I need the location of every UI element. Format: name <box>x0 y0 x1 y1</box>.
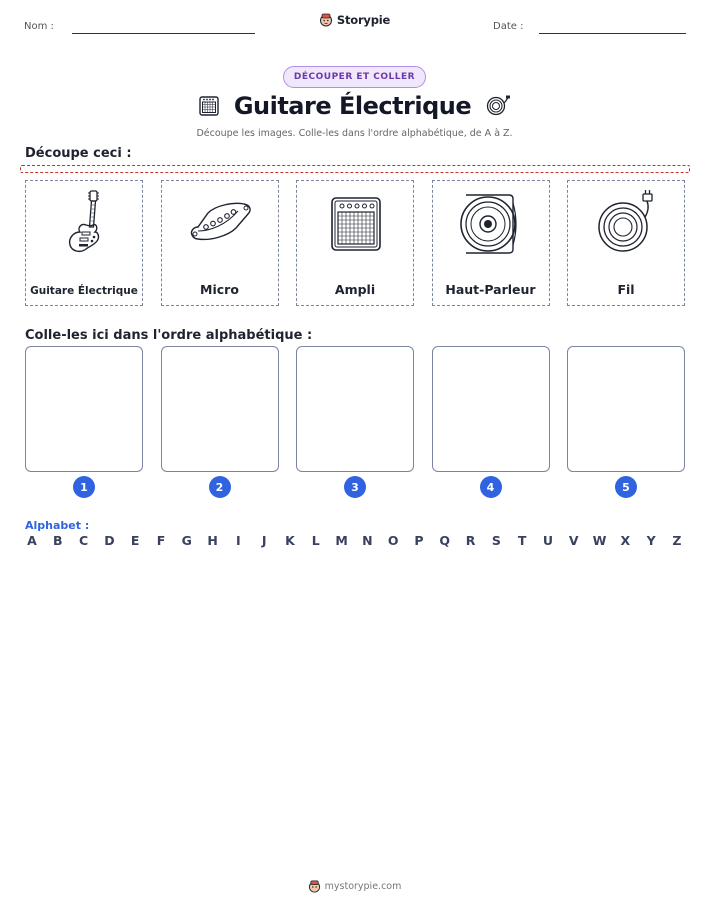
alphabet-letter: S <box>491 533 501 548</box>
alphabet-letter: N <box>362 533 373 548</box>
page-title: Guitare Électrique <box>233 92 472 120</box>
alphabet-letter: W <box>592 533 607 548</box>
alphabet-letter: E <box>130 533 140 548</box>
alphabet-letter: F <box>156 533 166 548</box>
paste-slot-5[interactable] <box>567 346 685 472</box>
alphabet-letter: O <box>387 533 399 548</box>
amplifier-icon <box>321 189 391 259</box>
card-cable[interactable] <box>567 180 685 306</box>
alphabet-letter: Z <box>672 533 682 548</box>
storypie-mascot-icon <box>319 13 333 27</box>
pickup-icon <box>186 189 256 259</box>
card-label: Haut-Parleur <box>445 282 536 297</box>
alphabet-letter: M <box>335 533 348 548</box>
alphabet-label: Alphabet : <box>25 519 90 532</box>
alphabet-letter: B <box>53 533 63 548</box>
paste-slot-1[interactable] <box>25 346 143 472</box>
paste-slot-3[interactable] <box>296 346 414 472</box>
paste-slot-2[interactable] <box>161 346 279 472</box>
paste-slots <box>25 346 685 501</box>
card-amplifier[interactable] <box>296 180 414 306</box>
alphabet-letter: L <box>311 533 320 548</box>
alphabet-letter: P <box>414 533 424 548</box>
slot-number-4: 4 <box>480 476 502 498</box>
cut-cards <box>25 180 685 306</box>
cut-line <box>20 165 690 173</box>
alphabet-letter: Q <box>439 533 451 548</box>
activity-badge: DÉCOUPER ET COLLER <box>283 66 426 88</box>
alphabet-letter: J <box>261 533 267 548</box>
instructions: Découpe les images. Colle-les dans l'ordre alphabétique, de A à Z. <box>196 128 513 139</box>
footer <box>0 880 709 893</box>
card-label: Fil <box>617 282 635 297</box>
cable-icon <box>485 95 511 117</box>
alphabet-letter: I <box>236 533 241 548</box>
slot-number-5: 5 <box>615 476 637 498</box>
alphabet-letter: C <box>79 533 89 548</box>
electric-guitar-icon <box>50 189 120 259</box>
alphabet-letter: U <box>542 533 554 548</box>
name-line <box>72 33 255 34</box>
alphabet-letter: V <box>568 533 579 548</box>
alphabet-letter: K <box>285 533 295 548</box>
amplifier-icon <box>198 95 220 117</box>
card-label: Guitare Électrique <box>30 285 138 297</box>
card-label: Ampli <box>334 282 376 297</box>
card-speaker[interactable] <box>432 180 550 306</box>
slot-number-1: 1 <box>73 476 95 498</box>
cut-section-label: Découpe ceci : <box>25 146 132 161</box>
storypie-mascot-icon <box>308 880 321 893</box>
alphabet-letter: D <box>104 533 115 548</box>
speaker-icon <box>457 189 527 259</box>
alphabet-row <box>25 533 684 548</box>
card-pickup[interactable] <box>161 180 279 306</box>
alphabet-letter: A <box>27 533 37 548</box>
footer-site: mystorypie.com <box>324 881 402 892</box>
paste-section-label: Colle-les ici dans l'ordre alphabétique : <box>25 328 313 343</box>
name-label: Nom : <box>24 21 54 32</box>
slot-number-2: 2 <box>209 476 231 498</box>
brand-logo <box>0 13 709 27</box>
card-electric-guitar[interactable] <box>25 180 143 306</box>
card-label: Micro <box>200 282 239 297</box>
alphabet-letter: H <box>207 533 218 548</box>
cable-icon <box>592 189 662 259</box>
date-line <box>539 33 686 34</box>
alphabet-letter: Y <box>646 533 656 548</box>
alphabet-letter: T <box>517 533 527 548</box>
alphabet-letter: G <box>181 533 192 548</box>
brand-name: Storypie <box>336 13 391 27</box>
title-row <box>0 92 709 120</box>
alphabet-letter: X <box>620 533 631 548</box>
slot-number-3: 3 <box>344 476 366 498</box>
alphabet-letter: R <box>465 533 476 548</box>
paste-slot-4[interactable] <box>432 346 550 472</box>
date-label: Date : <box>493 21 524 32</box>
